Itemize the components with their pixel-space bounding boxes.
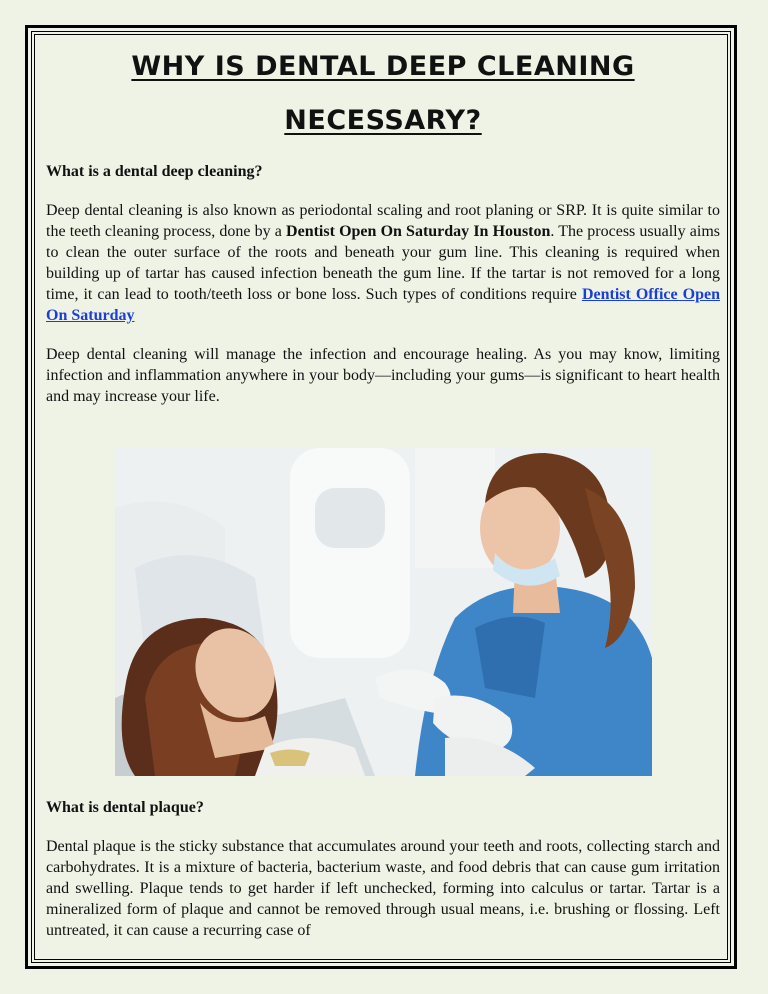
section-heading-plaque: What is dental plaque? [46, 799, 204, 816]
page-title [46, 40, 720, 148]
paragraph-infection-healing: Deep dental cleaning will manage the infection and encourage healing. As you may know, limiting infection and inflammation anywhere in your body—including your gums—is significant to heart health and may increase your life. [46, 346, 720, 405]
dental-photo-illustration [115, 448, 652, 776]
page-title-line-1: WHY IS DENTAL DEEP CLEANING [131, 51, 635, 82]
section-heading-deep-cleaning: What is a dental deep cleaning? [46, 163, 263, 180]
paragraph-plaque: Dental plaque is the sticky substance that accumulates around your teeth and roots, collecting starch and carbohydrates. It is a mixture of bacteria, bacterium waste, and food debris that can cause gum irritation and swelling. Plaque tends to get harder if left unchecked, forming into calculus or tartar. Tartar is a mineralized form of plaque and cannot be removed through usual means, i.e. brushing or flossing. Left untreated, it can cause a recurring case of [46, 838, 720, 939]
paragraph-deep-cleaning-definition [46, 200, 720, 326]
paragraph-text: Deep dental cleaning is also known as periodontal scaling and root planing or SRP. It is quite similar to the teeth cleaning process, done by a [46, 202, 720, 240]
dentist-office-link[interactable]: Dentist Office Open On Saturday [46, 286, 720, 324]
document-content [46, 40, 720, 941]
dentist-houston-bold: Dentist Open On Saturday In Houston [286, 223, 551, 240]
page-title-line-2: NECESSARY? [284, 105, 482, 136]
dental-patient-photo [115, 448, 652, 776]
paragraph-text-continued: . The process usually aims to clean the outer surface of the roots and beneath your gum line. This cleaning is required when building up of tartar has caused infection beneath the gum line. If the tartar is not removed for a long time, it can lead to tooth/teeth loss or bone loss. Such types of conditions require [46, 223, 720, 303]
